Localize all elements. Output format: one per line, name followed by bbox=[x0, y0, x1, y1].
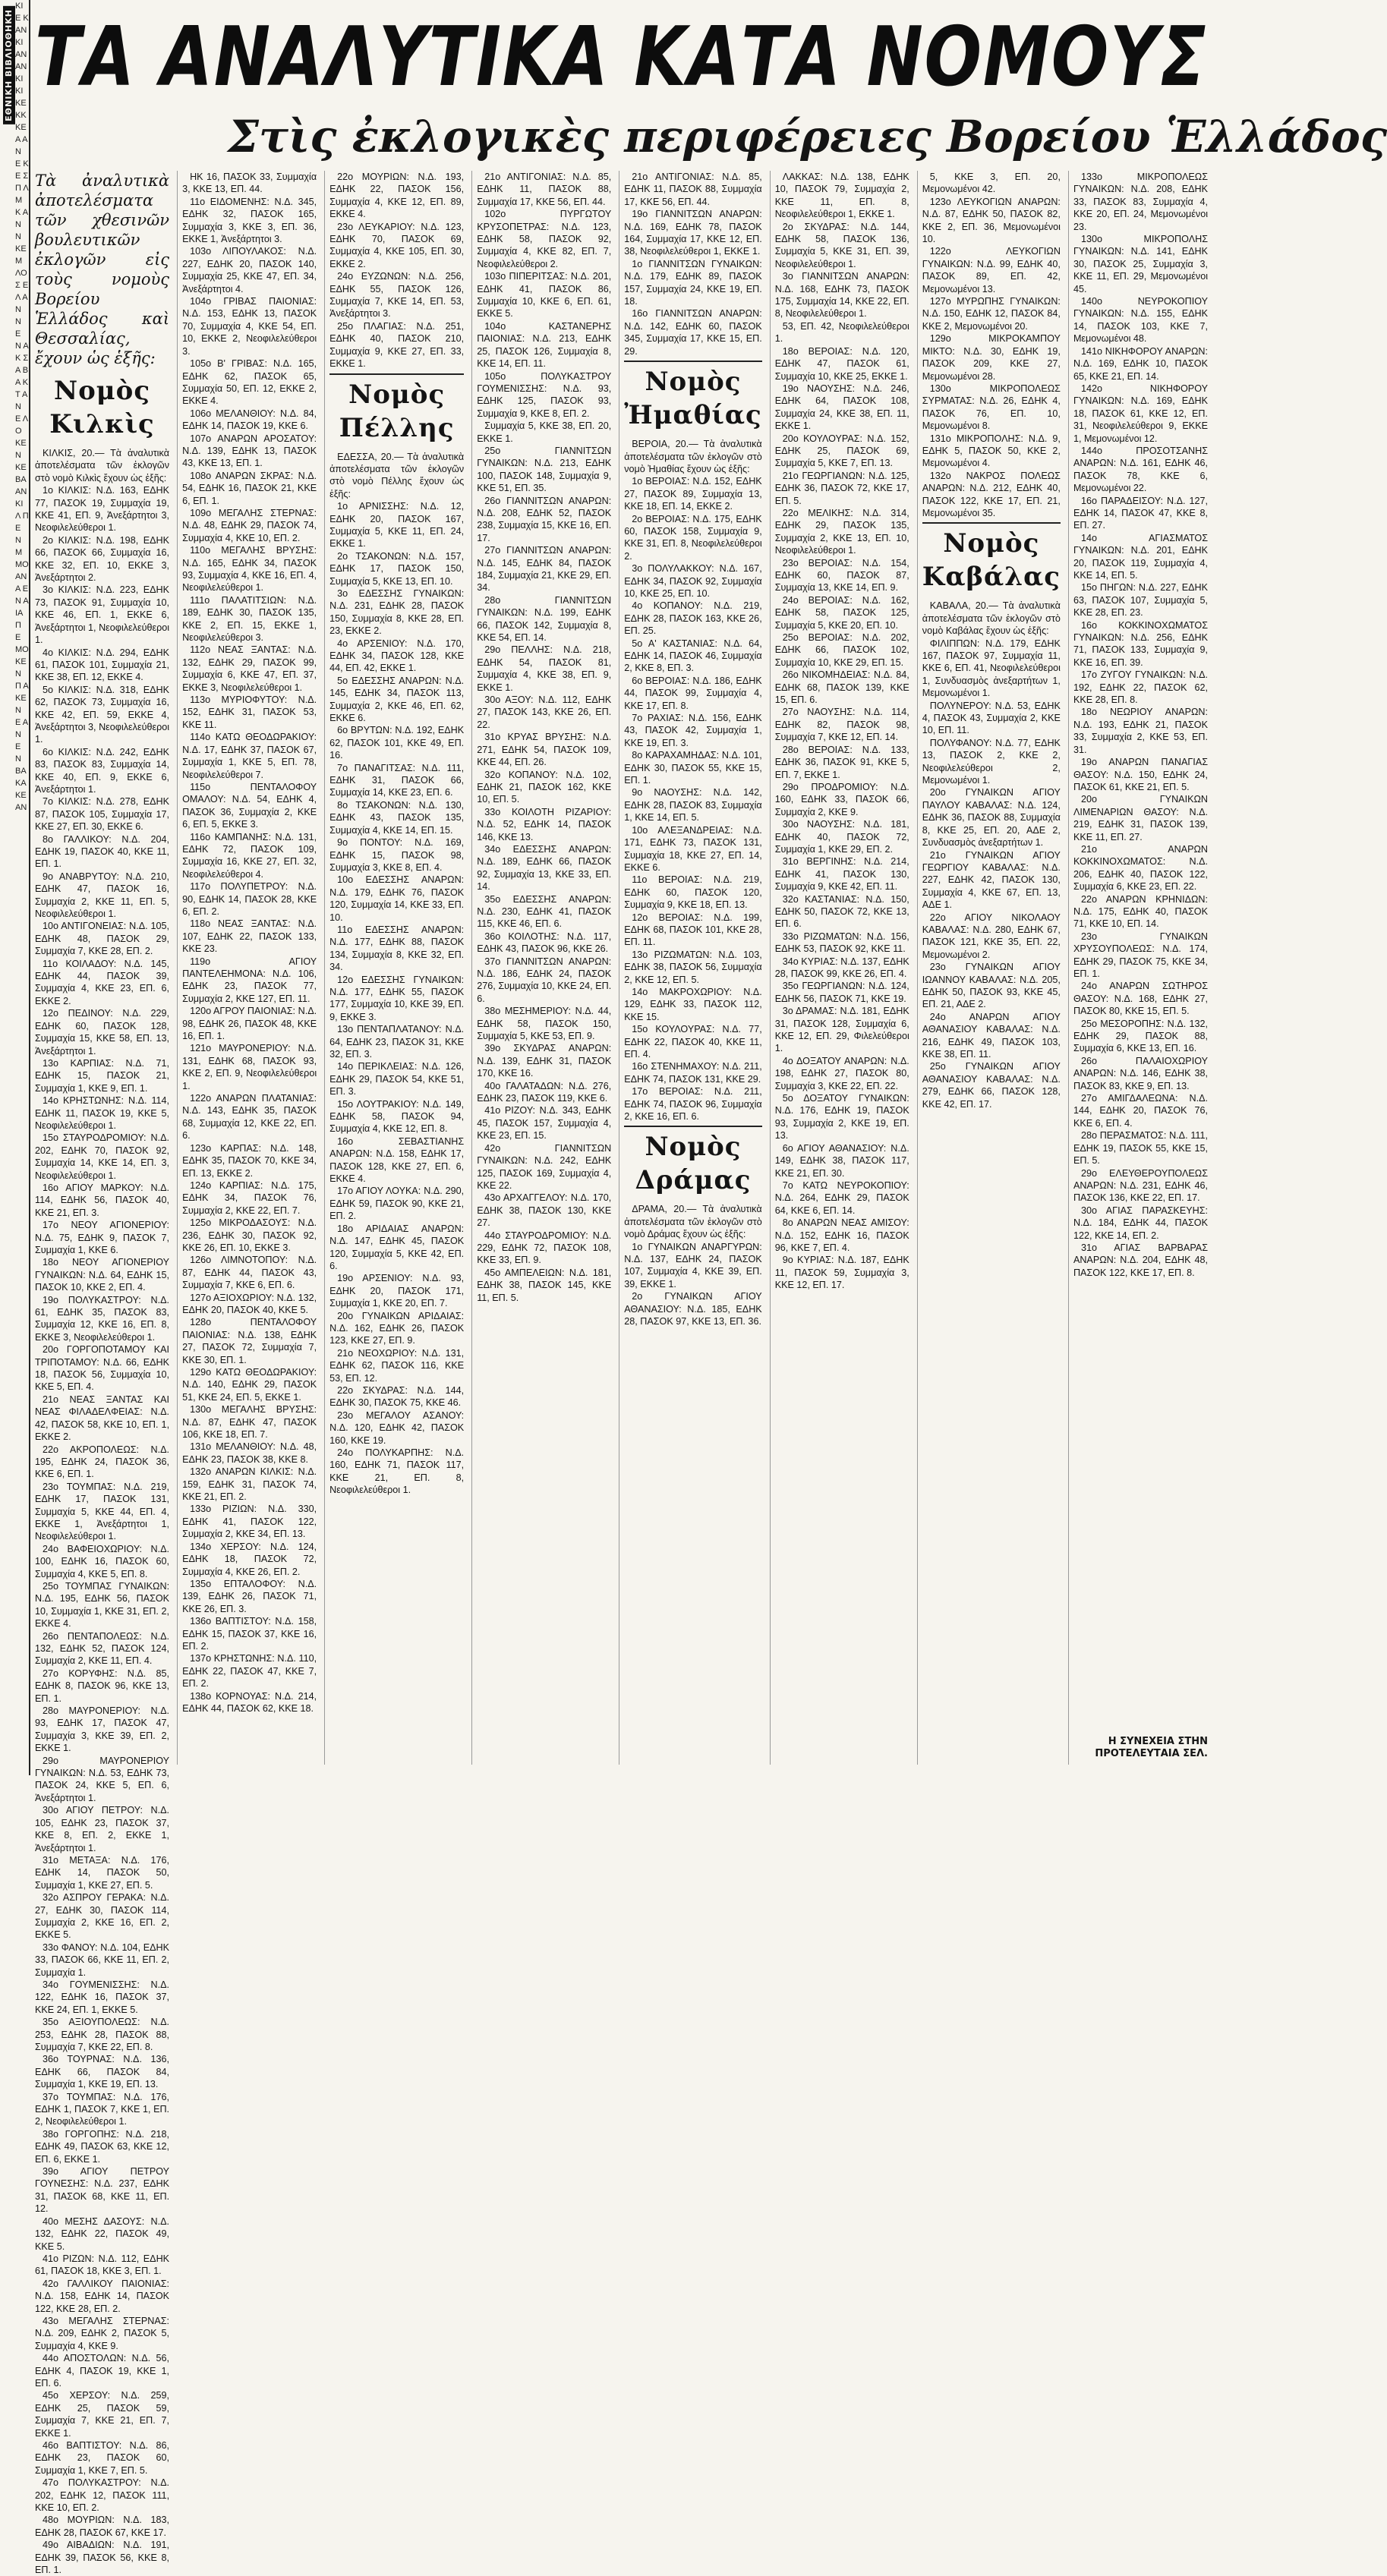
result-paragraph: 25ο ΤΟΥΜΠΑΣ ΓΥΝΑΙΚΩΝ: Ν.Δ. 195, ΕΔΗΚ 56, ΠΑΣΟΚ 10, Συμμαχία 1, ΚΚΕ 31, ΕΠ. 2, ΕΚΚΕ 4. bbox=[35, 1580, 170, 1630]
result-paragraph: 3ο ΕΔΕΣΣΗΣ ΓΥΝΑΙΚΩΝ: Ν.Δ. 231, ΕΔΗΚ 28, ΠΑΣΟΚ 150, Συμμαχία 8, ΚΚΕ 28, ΕΠ. 23, ΕΚΚΕ 2. bbox=[329, 587, 465, 637]
result-paragraph: ΠΟΛΥΦΑΝΟΥ: Ν.Δ. 77, ΕΔΗΚ 13, ΠΑΣΟΚ 2, ΚΚΕ 2, Νεοφιλελεύθεροι 2, Μεμονωμένοι 1. bbox=[922, 737, 1061, 786]
result-paragraph: ΛΑΚΚΑΣ: Ν.Δ. 138, ΕΔΗΚ 10, ΠΑΣΟΚ 79, Συμμαχία 2, ΚΚΕ 11, ΕΠ. 8, Νεοφιλελεύθεροι 1, ΕΚΚΕ 1. bbox=[774, 172, 909, 220]
result-paragraph: 29ο ΕΛΕΥΘΕΡΟΥΠΟΛΕΩΣ ΑΝΑΡΩΝ: Ν.Δ. 231, ΕΔΗΚ 46, ΠΑΣΟΚ 136, ΚΚΕ 22, ΕΠ. 17. bbox=[1073, 1167, 1208, 1204]
result-paragraph: 131ο ΜΙΚΡΟΠΟΛΗΣ: Ν.Δ. 9, ΕΔΗΚ 5, ΠΑΣΟΚ 50, ΚΚΕ 2, Μεμονωμένοι 4. bbox=[922, 433, 1061, 469]
result-paragraph: 16ο ΣΕΒΑΣΤΙΑΝΗΣ ΑΝΑΡΩΝ: Ν.Δ. 158, ΕΔΗΚ 17, ΠΑΣΟΚ 128, ΚΚΕ 27, ΕΠ. 6, ΕΚΚΕ 4. bbox=[329, 1135, 465, 1185]
result-paragraph: 108ο ΑΝΑΡΩΝ ΣΚΡΑΣ: Ν.Δ. 54, ΕΔΗΚ 16, ΠΑΣΟΚ 21, ΚΚΕ 6, ΕΠ. 1. bbox=[182, 470, 317, 506]
result-paragraph: 134ο ΧΕΡΣΟΥ: Ν.Δ. 124, ΕΔΗΚ 18, ΠΑΣΟΚ 72, Συμμαχία 4, ΚΚΕ 26, ΕΠ. 2. bbox=[182, 1541, 317, 1577]
result-paragraph: 41ο ΡΙΖΟΥ: Ν.Δ. 343, ΕΔΗΚ 45, ΠΑΣΟΚ 157, Συμμαχία 4, ΚΚΕ 23, ΕΠ. 15. bbox=[477, 1105, 612, 1142]
result-paragraph: 132ο ΝΑΚΡΟΣ ΠΟΛΕΩΣ ΑΝΑΡΩΝ: Ν.Δ. 212, ΕΔΗΚ 40, ΠΑΣΟΚ 122, ΚΚΕ 17, ΕΠ. 21, Μεμονωμένοι 35. bbox=[922, 470, 1061, 518]
result-paragraph: 25ο ΠΛΑΓΙΑΣ: Ν.Δ. 251, ΕΔΗΚ 40, ΠΑΣΟΚ 210, Συμμαχία 9, ΚΚΕ 27, ΕΠ. 33, ΕΚΚΕ 1. bbox=[329, 320, 465, 370]
intro-paragraph: Τὰ ἀναλυτικὰ ἀποτελέσματα τῶν χθεσινῶν βουλευτικῶν ἐκλογῶν εἰς τοὺς νομοὺς Βορείου Ἑλλάδος καὶ Θεσσαλίας, ἔχουν ὡς ἑξῆς: bbox=[35, 172, 170, 367]
result-paragraph: 53, ΕΠ. 42, Νεοφιλελεύθεροι 1. bbox=[774, 320, 909, 345]
result-paragraph: 34ο ΕΔΕΣΣΗΣ ΑΝΑΡΩΝ: Ν.Δ. 189, ΕΔΗΚ 66, ΠΑΣΟΚ 92, Συμμαχία 13, ΚΚΕ 33, ΕΠ. 14. bbox=[477, 843, 612, 893]
result-paragraph: ΠΟΛΥΝΕΡΟΥ: Ν.Δ. 53, ΕΔΗΚ 4, ΠΑΣΟΚ 43, Συμμαχία 2, ΚΚΕ 10, ΕΠ. 11. bbox=[922, 700, 1061, 736]
result-paragraph: 20ο ΓΥΝΑΙΚΩΝ ΑΓΙΟΥ ΠΑΥΛΟΥ ΚΑΒΑΛΑΣ: Ν.Δ. 124, ΕΔΗΚ 36, ΠΑΣΟΚ 88, Συμμαχία 8, ΚΚΕ 25, ΕΠ. 20, ΑΔΕ 2, Συνδυασμὸς ἀνεξαρτήτων 1. bbox=[922, 787, 1061, 849]
result-paragraph: 117ο ΠΟΛΥΠΕΤΡΟΥ: Ν.Δ. 90, ΕΔΗΚ 14, ΠΑΣΟΚ 28, ΚΚΕ 6, ΕΠ. 2. bbox=[182, 881, 317, 917]
section-heading-pellis: Νομὸς Πέλλης bbox=[329, 373, 464, 445]
result-paragraph: 8ο ΓΑΛΛΙΚΟΥ: Ν.Δ. 204, ΕΔΗΚ 19, ΠΑΣΟΚ 40, ΚΚΕ 11, ΕΠ. 1. bbox=[35, 833, 170, 870]
result-paragraph: 48ο ΜΟΥΡΙΩΝ: Ν.Δ. 183, ΕΔΗΚ 28, ΠΑΣΟΚ 67, ΚΚΕ 17. bbox=[35, 2515, 170, 2538]
result-paragraph: 17ο ΖΥΓΟΥ ΓΥΝΑΙΚΩΝ: Ν.Δ. 192, ΕΔΗΚ 22, ΠΑΣΟΚ 62, ΚΚΕ 28, ΕΠ. 8. bbox=[1073, 669, 1208, 706]
result-paragraph: 14ο ΠΕΡΙΚΛΕΙΑΣ: Ν.Δ. 126, ΕΔΗΚ 29, ΠΑΣΟΚ 54, ΚΚΕ 51, ΕΠ. 3. bbox=[329, 1061, 465, 1097]
result-paragraph: 1ο ΓΙΑΝΝΙΤΣΩΝ ΓΥΝΑΙΚΩΝ: Ν.Δ. 179, ΕΔΗΚ 89, ΠΑΣΟΚ 157, Συμμαχία 24, ΚΚΕ 19, ΕΠ. 18. bbox=[624, 258, 762, 307]
result-paragraph: 144ο ΠΡΟΣΟΤΣΑΝΗΣ ΑΝΑΡΩΝ: Ν.Δ. 161, ΕΔΗΚ 46, ΠΑΣΟΚ 78, ΚΚΕ 6, Μεμονωμένοι 22. bbox=[1073, 445, 1208, 494]
result-paragraph: 10ο ΑΛΕΞΑΝΔΡΕΙΑΣ: Ν.Δ. 171, ΕΔΗΚ 73, ΠΑΣΟΚ 131, Συμμαχία 18, ΚΚΕ 27, ΕΠ. 14, ΕΚΚΕ 6. bbox=[624, 824, 762, 873]
result-paragraph: 45ο ΑΜΠΕΛΕΙΩΝ: Ν.Δ. 181, ΕΔΗΚ 38, ΠΑΣΟΚ 145, ΚΚΕ 11, ΕΠ. 5. bbox=[477, 1267, 612, 1303]
result-paragraph: 18ο ΝΕΟΥ ΑΓΙΟΝΕΡΙΟΥ ΓΥΝΑΙΚΩΝ: Ν.Δ. 64, ΕΔΗΚ 15, ΠΑΣΟΚ 10, ΚΚΕ 2, ΕΠ. 4. bbox=[35, 1257, 170, 1293]
result-paragraph: 116ο ΚΑΜΠΑΝΗΣ: Ν.Δ. 131, ΕΔΗΚ 72, ΠΑΣΟΚ 109, Συμμαχία 16, ΚΚΕ 27, ΕΠ. 32, Νεοφιλελεύθεροι 4. bbox=[182, 831, 317, 880]
result-paragraph: 4ο ΑΡΣΕΝΙΟΥ: Ν.Δ. 170, ΕΔΗΚ 34, ΠΑΣΟΚ 128, ΚΚΕ 44, ΕΠ. 42, ΕΚΚΕ 1. bbox=[329, 638, 465, 674]
result-paragraph: 31ο ΒΕΡΓΙΝΗΣ: Ν.Δ. 214, ΕΔΗΚ 41, ΠΑΣΟΚ 130, Συμμαχία 9, ΚΚΕ 42, ΕΠ. 11. bbox=[774, 856, 909, 893]
result-paragraph: 17ο ΑΓΙΟΥ ΛΟΥΚΑ: Ν.Δ. 290, ΕΔΗΚ 59, ΠΑΣΟΚ 90, ΚΚΕ 21, ΕΠ. 2. bbox=[329, 1186, 465, 1222]
result-paragraph: 128ο ΠΕΝΤΑΛΟΦΟΥ ΠΑΙΟΝΙΑΣ: Ν.Δ. 138, ΕΔΗΚ 27, ΠΑΣΟΚ 72, Συμμαχία 7, ΚΚΕ 30, ΕΠ. 1. bbox=[182, 1317, 317, 1365]
result-paragraph: 25ο ΓΙΑΝΝΙΤΣΩΝ ΓΥΝΑΙΚΩΝ: Ν.Δ. 213, ΕΔΗΚ 100, ΠΑΣΟΚ 148, Συμμαχία 9, ΚΚΕ 51, ΕΠ. 35. bbox=[477, 445, 612, 494]
result-paragraph: 129ο ΚΑΤΩ ΘΕΟΔΩΡΑΚΙΟΥ: Ν.Δ. 140, ΕΔΗΚ 29, ΠΑΣΟΚ 51, ΚΚΕ 24, ΕΠ. 5, ΕΚΚΕ 1. bbox=[182, 1367, 317, 1403]
result-paragraph: 6ο ΑΓΙΟΥ ΑΘΑΝΑΣΙΟΥ: Ν.Δ. 149, ΕΔΗΚ 38, ΠΑΣΟΚ 117, ΚΚΕ 21, ΕΠ. 30. bbox=[774, 1142, 909, 1179]
column-5 bbox=[619, 171, 761, 1765]
result-paragraph: 27ο ΓΙΑΝΝΙΤΣΩΝ ΑΝΑΡΩΝ: Ν.Δ. 145, ΕΔΗΚ 84, ΠΑΣΟΚ 184, Συμμαχία 21, ΚΚΕ 29, ΕΠ. 34. bbox=[477, 545, 612, 594]
column-6 bbox=[770, 171, 909, 1765]
result-paragraph: 11ο ΚΟΙΛΑΔΟΥ: Ν.Δ. 145, ΕΔΗΚ 44, ΠΑΣΟΚ 39, Συμμαχία 4, ΚΚΕ 23, ΕΠ. 6, ΕΚΚΕ 2. bbox=[35, 958, 170, 1006]
result-paragraph: 8ο ΤΣΑΚΟΝΩΝ: Ν.Δ. 130, ΕΔΗΚ 43, ΠΑΣΟΚ 135, Συμμαχία 4, ΚΚΕ 14, ΕΠ. 15. bbox=[329, 799, 465, 836]
result-paragraph: 24ο ΠΟΛΥΚΑΡΠΗΣ: Ν.Δ. 160, ΕΔΗΚ 71, ΠΑΣΟΚ 117, ΚΚΕ 21, ΕΠ. 8, Νεοφιλελεύθεροι 1. bbox=[329, 1447, 465, 1496]
column-2 bbox=[177, 171, 317, 1765]
result-paragraph: 23ο ΓΥΝΑΙΚΩΝ ΑΓΙΟΥ ΙΩΑΝΝΟΥ ΚΑΒΑΛΑΣ: Ν.Δ. 205, ΕΔΗΚ 50, ΠΑΣΟΚ 93, ΚΚΕ 45, ΕΠ. 21, ΑΔΕ 2. bbox=[922, 962, 1061, 1010]
result-paragraph: 127ο ΑΞΙΟΧΩΡΙΟΥ: Ν.Δ. 132, ΕΔΗΚ 20, ΠΑΣΟΚ 40, ΚΚΕ 5. bbox=[182, 1292, 317, 1315]
result-paragraph: 141ο ΝΙΚΗΦΟΡΟΥ ΑΝΑΡΩΝ: Ν.Δ. 169, ΕΔΗΚ 10, ΠΑΣΟΚ 65, ΚΚΕ 21, ΕΠ. 14. bbox=[1073, 345, 1208, 382]
result-paragraph: 16ο ΓΙΑΝΝΙΤΣΩΝ ΑΝΑΡΩΝ: Ν.Δ. 142, ΕΔΗΚ 60, ΠΑΣΟΚ 345, Συμμαχία 17, ΚΚΕ 15, ΕΠ. 29. bbox=[624, 308, 762, 357]
result-paragraph: 9ο ΚΥΡΙΑΣ: Ν.Δ. 187, ΕΔΗΚ 11, ΠΑΣΟΚ 59, Συμμαχία 3, ΚΚΕ 12, ΕΠ. 17. bbox=[774, 1255, 909, 1291]
result-paragraph: 29ο ΠΡΟΔΡΟΜΙΟΥ: Ν.Δ. 160, ΕΔΗΚ 33, ΠΑΣΟΚ 66, Συμμαχία 2, ΚΚΕ 9. bbox=[774, 781, 909, 817]
result-paragraph: 3ο ΓΙΑΝΝΙΤΣΩΝ ΑΝΑΡΩΝ: Ν.Δ. 168, ΕΔΗΚ 73, ΠΑΣΟΚ 175, Συμμαχία 14, ΚΚΕ 22, ΕΠ. 8, Νεοφιλελεύθεροι 1. bbox=[774, 271, 909, 320]
result-paragraph: 29ο ΜΑΥΡΟΝΕΡΙΟΥ ΓΥΝΑΙΚΩΝ: Ν.Δ. 53, ΕΔΗΚ 73, ΠΑΣΟΚ 24, ΚΚΕ 5, ΕΠ. 6, Ἀνεξάρτητοι 1. bbox=[35, 1755, 170, 1803]
result-paragraph: 26ο ΓΙΑΝΝΙΤΣΩΝ ΑΝΑΡΩΝ: Ν.Δ. 208, ΕΔΗΚ 52, ΠΑΣΟΚ 238, Συμμαχία 15, ΚΚΕ 16, ΕΠ. 17. bbox=[477, 495, 612, 543]
result-paragraph: 42ο ΓΙΑΝΝΙΤΣΩΝ ΓΥΝΑΙΚΩΝ: Ν.Δ. 242, ΕΔΗΚ 125, ΠΑΣΟΚ 169, Συμμαχία 4, ΚΚΕ 22. bbox=[477, 1142, 612, 1191]
result-paragraph: 124ο ΚΑΡΠΙΑΣ: Ν.Δ. 175, ΕΔΗΚ 34, ΠΑΣΟΚ 76, Συμμαχία 2, ΚΚΕ 22, ΕΠ. 7. bbox=[182, 1179, 317, 1216]
page-headline: ΤΑ ΑΝΑΛΥΤΙΚΑ ΚΑΤΑ ΝΟΜΟΥΣ bbox=[35, 10, 1208, 105]
column-body bbox=[1073, 171, 1208, 1279]
result-paragraph: 125ο ΜΙΚΡΟΔΑΣΟΥΣ: Ν.Δ. 236, ΕΔΗΚ 30, ΠΑΣΟΚ 92, ΚΚΕ 26, ΕΠ. 10, ΕΚΚΕ 3. bbox=[182, 1217, 317, 1253]
result-paragraph: 2ο ΤΣΑΚΟΝΩΝ: Ν.Δ. 157, ΕΔΗΚ 17, ΠΑΣΟΚ 150, Συμμαχία 5, ΚΚΕ 13, ΕΠ. 10. bbox=[329, 550, 465, 587]
result-paragraph: 13ο ΚΑΡΠΙΑΣ: Ν.Δ. 71, ΕΔΗΚ 15, ΠΑΣΟΚ 21, Συμμαχία 1, ΚΚΕ 9, ΕΠ. 1. bbox=[35, 1057, 170, 1094]
result-paragraph: 47ο ΠΟΛΥΚΑΣΤΡΟΥ: Ν.Δ. 202, ΕΔΗΚ 12, ΠΑΣΟΚ 111, ΚΚΕ 10, ΕΠ. 2. bbox=[35, 2477, 170, 2514]
result-paragraph: 1ο ΒΕΡΟΙΑΣ: Ν.Δ. 152, ΕΔΗΚ 27, ΠΑΣΟΚ 89, Συμμαχία 13, ΚΚΕ 18, ΕΠ. 14, ΕΚΚΕ 2. bbox=[624, 476, 762, 512]
result-paragraph: 103ο ΛΙΠΟΥΛΑΚΟΣ: Ν.Δ. 227, ΕΔΗΚ 20, ΠΑΣΟΚ 140, Συμμαχία 25, ΚΚΕ 47, ΕΠ. 34, Ἀνεξάρτητοι 4. bbox=[182, 246, 317, 294]
result-paragraph: 136ο ΒΑΠΤΙΣΤΟΥ: Ν.Δ. 158, ΕΔΗΚ 15, ΠΑΣΟΚ 37, ΚΚΕ 16, ΕΠ. 2. bbox=[182, 1616, 317, 1652]
result-paragraph: 138ο ΚΟΡΝΟΥΑΣ: Ν.Δ. 214, ΕΔΗΚ 44, ΠΑΣΟΚ 62, ΚΚΕ 18. bbox=[182, 1690, 317, 1714]
result-paragraph: 7ο ΡΑΧΙΑΣ: Ν.Δ. 156, ΕΔΗΚ 43, ΠΑΣΟΚ 42, Συμμαχία 1, ΚΚΕ 19, ΕΠ. 3. bbox=[624, 713, 762, 748]
result-paragraph: 122ο ΑΝΑΡΩΝ ΠΛΑΤΑΝΙΑΣ: Ν.Δ. 143, ΕΔΗΚ 35, ΠΑΣΟΚ 68, Συμμαχία 12, ΚΚΕ 22, ΕΠ. 6. bbox=[182, 1093, 317, 1142]
result-paragraph: 114ο ΚΑΤΩ ΘΕΟΔΩΡΑΚΙΟΥ: Ν.Δ. 17, ΕΔΗΚ 37, ΠΑΣΟΚ 67, Συμμαχία 1, ΚΚΕ 5, ΕΠ. 78, Νεοφιλελεύθεροι 7. bbox=[182, 732, 317, 780]
column-body bbox=[35, 447, 169, 2576]
result-paragraph: 42ο ΓΑΛΛΙΚΟΥ ΠΑΙΟΝΙΑΣ: Ν.Δ. 158, ΕΔΗΚ 14, ΠΑΣΟΚ 122, ΚΚΕ 28, ΕΠ. 2. bbox=[35, 2278, 170, 2314]
column-body bbox=[329, 171, 464, 1497]
result-paragraph: 22ο ΜΟΥΡΙΩΝ: Ν.Δ. 193, ΕΔΗΚ 22, ΠΑΣΟΚ 156, Συμμαχία 4, ΚΚΕ 12, ΕΠ. 89, ΕΚΚΕ 4. bbox=[329, 172, 465, 220]
result-paragraph: 49ο ΑΙΒΑΔΙΩΝ: Ν.Δ. 191, ΕΔΗΚ 39, ΠΑΣΟΚ 56, ΚΚΕ 8, ΕΠ. 1. bbox=[35, 2540, 170, 2576]
result-paragraph: 37ο ΓΙΑΝΝΙΤΣΩΝ ΑΝΑΡΩΝ: Ν.Δ. 186, ΕΔΗΚ 24, ΠΑΣΟΚ 276, Συμμαχία 10, ΚΚΕ 24, ΕΠ. 6. bbox=[477, 956, 612, 1004]
result-paragraph: ΦΙΛΙΠΠΩΝ: Ν.Δ. 179, ΕΔΗΚ 167, ΠΑΣΟΚ 97, Συμμαχία 11, ΚΚΕ 6, ΕΠ. 41, Νεοφιλελεύθεροι 1, Συνδυασμὸς ἀνεξαρτήτων 1, Μεμονωμένοι 1. bbox=[922, 638, 1061, 699]
result-paragraph: 22ο ΑΓΙΟΥ ΝΙΚΟΛΑΟΥ ΚΑΒΑΛΑΣ: Ν.Δ. 280, ΕΔΗΚ 67, ΠΑΣΟΚ 121, ΚΚΕ 35, ΕΠ. 22, Μεμονωμένοι 2. bbox=[922, 912, 1061, 960]
result-paragraph: 38ο ΜΕΣΗΜΕΡΙΟΥ: Ν.Δ. 44, ΕΔΗΚ 58, ΠΑΣΟΚ 150, Συμμαχία 5, ΚΚΕ 53, ΕΠ. 9. bbox=[477, 1006, 612, 1042]
result-paragraph: 8ο ΑΝΑΡΩΝ ΝΕΑΣ ΑΜΙΣΟΥ: Ν.Δ. 152, ΕΔΗΚ 16, ΠΑΣΟΚ 96, ΚΚΕ 7, ΕΠ. 4. bbox=[774, 1217, 909, 1253]
result-paragraph: 1ο ΓΥΝΑΙΚΩΝ ΑΝΑΡΓΥΡΩΝ: Ν.Δ. 137, ΕΔΗΚ 24, ΠΑΣΟΚ 107, Συμμαχία 4, ΚΚΕ 39, ΕΠ. 39, ΕΚΚΕ 1. bbox=[624, 1241, 762, 1290]
result-paragraph: 24ο ΑΝΑΡΩΝ ΣΩΤΗΡΟΣ ΘΑΣΟΥ: Ν.Δ. 168, ΕΔΗΚ 27, ΠΑΣΟΚ 80, ΚΚΕ 15, ΕΠ. 5. bbox=[1073, 981, 1208, 1017]
result-paragraph: 121ο ΜΑΥΡΟΝΕΡΙΟΥ: Ν.Δ. 131, ΕΔΗΚ 68, ΠΑΣΟΚ 93, ΚΚΕ 2, ΕΠ. 9, Νεοφιλελεύθεροι 1. bbox=[182, 1043, 317, 1091]
result-paragraph: 40ο ΜΕΣΗΣ ΔΑΣΟΥΣ: Ν.Δ. 132, ΕΔΗΚ 22, ΠΑΣΟΚ 49, ΚΚΕ 5. bbox=[35, 2215, 170, 2252]
result-paragraph: 19ο ΝΑΟΥΣΗΣ: Ν.Δ. 246, ΕΔΗΚ 64, ΠΑΣΟΚ 108, Συμμαχία 24, ΚΚΕ 38, ΕΠ. 11, ΕΚΚΕ 1. bbox=[774, 383, 909, 432]
result-paragraph: 118ο ΝΕΑΣ ΞΑΝΤΑΣ: Ν.Δ. 107, ΕΔΗΚ 22, ΠΑΣΟΚ 133, ΚΚΕ 23. bbox=[182, 918, 317, 955]
result-paragraph: 2ο ΓΥΝΑΙΚΩΝ ΑΓΙΟΥ ΑΘΑΝΑΣΙΟΥ: Ν.Δ. 185, ΕΔΗΚ 28, ΠΑΣΟΚ 97, ΚΚΕ 13, ΕΠ. 36. bbox=[624, 1291, 762, 1327]
column-4 bbox=[471, 171, 611, 1765]
result-paragraph: 27ο ΝΑΟΥΣΗΣ: Ν.Δ. 114, ΕΔΗΚ 82, ΠΑΣΟΚ 98, Συμμαχία 7, ΚΚΕ 12, ΕΠ. 14. bbox=[774, 707, 909, 743]
result-paragraph: 27ο ΑΜΙΓΔΑΛΕΩΝΑ: Ν.Δ. 144, ΕΔΗΚ 20, ΠΑΣΟΚ 76, ΚΚΕ 6, ΕΠ. 4. bbox=[1073, 1093, 1208, 1129]
result-paragraph: 3ο ΚΙΛΚΙΣ: Ν.Δ. 223, ΕΔΗΚ 73, ΠΑΣΟΚ 91, Συμμαχία 10, ΚΚΕ 46, ΕΠ. 1, ΕΚΚΕ 6, Ἀνεξάρτητοι 1, Νεοφιλελεύθεροι 1. bbox=[35, 584, 170, 646]
result-paragraph: 17ο ΒΕΡΟΙΑΣ: Ν.Δ. 211, ΕΔΗΚ 74, ΠΑΣΟΚ 96, Συμμαχία 2, ΚΚΕ 16, ΕΠ. 6. bbox=[624, 1086, 762, 1123]
result-paragraph: 129ο ΜΙΚΡΟΚΑΜΠΟΥ ΜΙΚΤΟ: Ν.Δ. 30, ΕΔΗΚ 19, ΠΑΣΟΚ 209, ΚΚΕ 27, Μεμονωμένοι 28. bbox=[922, 333, 1061, 382]
result-paragraph: 3ο ΔΡΑΜΑΣ: Ν.Δ. 181, ΕΔΗΚ 31, ΠΑΣΟΚ 128, Συμμαχία 6, ΚΚΕ 12, ΕΠ. 29, Φιλελεύθεροι 1. bbox=[774, 1006, 909, 1054]
result-paragraph: ΗΚ 16, ΠΑΣΟΚ 33, Συμμαχία 3, ΚΚΕ 13, ΕΠ. 44. bbox=[182, 172, 317, 195]
result-paragraph: 37ο ΤΟΥΜΠΑΣ: Ν.Δ. 176, ΕΔΗΚ 1, ΠΑΣΟΚ 7, ΚΚΕ 1, ΕΠ. 2, Νεοφιλελεύθεροι 1. bbox=[35, 2091, 170, 2127]
result-paragraph: 12ο ΠΕΔΙΝΟΥ: Ν.Δ. 229, ΕΔΗΚ 60, ΠΑΣΟΚ 128, Συμμαχία 15, ΚΚΕ 58, ΕΠ. 13, Ἀνεξάρτητοι 1. bbox=[35, 1008, 170, 1057]
result-paragraph: 131ο ΜΕΛΑΝΘΙΟΥ: Ν.Δ. 48, ΕΔΗΚ 23, ΠΑΣΟΚ 38, ΚΚΕ 8. bbox=[182, 1441, 317, 1465]
result-paragraph: 22ο ΜΕΛΙΚΗΣ: Ν.Δ. 314, ΕΔΗΚ 29, ΠΑΣΟΚ 135, Συμμαχία 2, ΚΚΕ 13, ΕΠ. 10, Νεοφιλελεύθεροι 1. bbox=[774, 507, 909, 556]
result-paragraph: 20ο ΓΥΝΑΙΚΩΝ ΛΙΜΕΝΑΡΙΩΝ ΘΑΣΟΥ: Ν.Δ. 219, ΕΔΗΚ 31, ΠΑΣΟΚ 139, ΚΚΕ 11, ΕΠ. 27. bbox=[1073, 794, 1208, 842]
result-paragraph: 3ο ΠΟΛΥΛΑΚΚΟΥ: Ν.Δ. 167, ΕΔΗΚ 34, ΠΑΣΟΚ 92, Συμμαχία 10, ΚΚΕ 25, ΕΠ. 10. bbox=[624, 563, 762, 599]
result-paragraph: 123ο ΚΑΡΠΑΣ: Ν.Δ. 148, ΕΔΗΚ 35, ΠΑΣΟΚ 70, ΚΚΕ 34, ΕΠ. 13, ΕΚΚΕ 2. bbox=[182, 1142, 317, 1179]
result-paragraph: 21ο ΑΝΤΙΓΟΝΙΑΣ: Ν.Δ. 85, ΕΔΗΚ 11, ΠΑΣΟΚ 88, Συμμαχία 17, ΚΚΕ 56, ΕΠ. 44. bbox=[477, 172, 612, 207]
column-body bbox=[922, 171, 1061, 1110]
result-paragraph: 18ο ΑΡΙΔΑΙΑΣ ΑΝΑΡΩΝ: Ν.Δ. 147, ΕΔΗΚ 45, ΠΑΣΟΚ 120, Συμμαχία 5, ΚΚΕ 42, ΕΠ. 6. bbox=[329, 1223, 465, 1271]
result-paragraph: 105ο ΠΟΛΥΚΑΣΤΡΟΥ ΓΟΥΜΕΝΙΣΣΗΣ: Ν.Δ. 93, ΕΔΗΚ 125, ΠΑΣΟΚ 93, Συμμαχία 9, ΚΚΕ 8, ΕΠ. 2. bbox=[477, 370, 612, 419]
result-paragraph: 35ο ΑΞΙΟΥΠΟΛΕΩΣ: Ν.Δ. 253, ΕΔΗΚ 28, ΠΑΣΟΚ 88, Συμμαχία 7, ΚΚΕ 22, ΕΠ. 8. bbox=[35, 2017, 170, 2052]
result-paragraph: 43ο ΜΕΓΑΛΗΣ ΣΤΕΡΝΑΣ: Ν.Δ. 209, ΕΔΗΚ 2, ΠΑΣΟΚ 5, Συμμαχία 4, ΚΚΕ 9. bbox=[35, 2315, 170, 2351]
result-paragraph: 113ο ΜΥΡΙΟΦΥΤΟΥ: Ν.Δ. 152, ΕΔΗΚ 31, ΠΑΣΟΚ 53, ΚΚΕ 11. bbox=[182, 694, 317, 730]
result-paragraph: 19ο ΠΟΛΥΚΑΣΤΡΟΥ: Ν.Δ. 61, ΕΔΗΚ 35, ΠΑΣΟΚ 83, Συμμαχία 12, ΚΚΕ 16, ΕΠ. 8, ΕΚΚΕ 3, Νεοφιλελεύθεροι 1. bbox=[35, 1294, 170, 1343]
result-paragraph: 123ο ΛΕΥΚΟΓΙΩΝ ΑΝΑΡΩΝ: Ν.Δ. 87, ΕΔΗΚ 50, ΠΑΣΟΚ 82, ΚΚΕ 2, ΕΠ. 36, Μεμονωμένοι 10. bbox=[922, 196, 1061, 245]
result-paragraph: 21ο ΓΥΝΑΙΚΩΝ ΑΓΙΟΥ ΓΕΩΡΓΙΟΥ ΚΑΒΑΛΑΣ: Ν.Δ. 227, ΕΔΗΚ 42, ΠΑΣΟΚ 130, Συμμαχία 4, ΚΚΕ 67, ΕΠ. 13, ΑΔΕ 1. bbox=[922, 849, 1061, 911]
section-heading-dramas: Νομὸς Δράμας bbox=[624, 1126, 761, 1197]
result-paragraph: 10ο ΕΔΕΣΣΗΣ ΑΝΑΡΩΝ: Ν.Δ. 179, ΕΔΗΚ 76, ΠΑΣΟΚ 120, Συμμαχία 14, ΚΚΕ 33, ΕΠ. 10. bbox=[329, 874, 465, 923]
result-paragraph: 5ο ΔΟΞΑΤΟΥ ΓΥΝΑΙΚΩΝ: Ν.Δ. 176, ΕΔΗΚ 19, ΠΑΣΟΚ 93, Συμμαχία 2, ΚΚΕ 19, ΕΠ. 13. bbox=[774, 1093, 909, 1142]
result-paragraph: 20ο ΚΟΥΛΟΥΡΑΣ: Ν.Δ. 152, ΕΔΗΚ 25, ΠΑΣΟΚ 69, Συμμαχία 5, ΚΚΕ 7, ΕΠ. 13. bbox=[774, 433, 909, 469]
column-body bbox=[624, 171, 761, 1328]
edge-fragment: ΚΙ Ε Κ ΑΝ ΚΙ ΑΝ ΑΝ ΚΙ ΚΙ ΚΕ ΚΚ ΚΕ Α ΑΝ Ε ΚΕ Σ Π Λ Μ Κ ΑΝ Ν ΚΕ Μ ΛΟ Σ ΕΛ ΑΝ Ν Ε Ν ΑΚ Σ Α ΒΑ Κ Τ Α Ν Ε ΛΟ ΚΕ Ν ΚΕ ΒΑ ΑΝ ΚΙ Λ Π Ε Ν Μ ΜΟ ΑΝ Α Ε Ν ΑΙΑ Π Ε ΜΟ ΚΕ Ν Π Α ΚΕ Ν Ε ΑΝ Ε Ν ΒΑ ΚΑ ΚΕ ΑΝ bbox=[15, 2, 29, 812]
result-paragraph: 112ο ΝΕΑΣ ΞΑΝΤΑΣ: Ν.Δ. 132, ΕΔΗΚ 29, ΠΑΣΟΚ 99, Συμμαχία 6, ΚΚΕ 47, ΕΠ. 37, ΕΚΚΕ 3, Νεοφιλελεύθεροι 1. bbox=[182, 644, 317, 693]
result-paragraph: 21ο ΝΕΑΣ ΞΑΝΤΑΣ ΚΑΙ ΝΕΑΣ ΦΙΛΑΔΕΛΦΕΙΑΣ: Ν.Δ. 42, ΠΑΣΟΚ 58, ΚΚΕ 10, ΕΠ. 1, ΕΚΚΕ 2. bbox=[35, 1393, 170, 1443]
result-paragraph: 6ο ΚΙΛΚΙΣ: Ν.Δ. 242, ΕΔΗΚ 83, ΠΑΣΟΚ 83, Συμμαχία 14, ΚΚΕ 40, ΕΠ. 9, ΕΚΚΕ 6, Ἀνεξάρτητοι 1. bbox=[35, 746, 170, 795]
result-paragraph: 11ο ΒΕΡΟΙΑΣ: Ν.Δ. 219, ΕΔΗΚ 60, ΠΑΣΟΚ 120, Συμμαχία 9, ΚΚΕ 18, ΕΠ. 13. bbox=[624, 874, 762, 911]
result-paragraph: 22ο ΣΚΥΔΡΑΣ: Ν.Δ. 144, ΕΔΗΚ 30, ΠΑΣΟΚ 75, ΚΚΕ 46. bbox=[329, 1384, 465, 1409]
result-paragraph: 19ο ΑΝΑΡΩΝ ΠΑΝΑΓΙΑΣ ΘΑΣΟΥ: Ν.Δ. 150, ΕΔΗΚ 24, ΠΑΣΟΚ 61, ΚΚΕ 21, ΕΠ. 5. bbox=[1073, 757, 1208, 792]
result-paragraph: 38ο ΓΟΡΓΟΠΗΣ: Ν.Δ. 218, ΕΔΗΚ 49, ΠΑΣΟΚ 63, ΚΚΕ 12, ΕΠ. 6, ΕΚΚΕ 1. bbox=[35, 2128, 170, 2165]
result-paragraph: 13ο ΠΕΝΤΑΠΛΑΤΑΝΟΥ: Ν.Δ. 64, ΕΔΗΚ 23, ΠΑΣΟΚ 31, ΚΚΕ 32, ΕΠ. 3. bbox=[329, 1024, 465, 1060]
result-paragraph: 23ο ΤΟΥΜΠΑΣ: Ν.Δ. 219, ΕΔΗΚ 17, ΠΑΣΟΚ 131, Συμμαχία 5, ΚΚΕ 44, ΕΠ. 4, ΕΚΚΕ 1, Ἀνεξάρτητοι 1, Νεοφιλελεύθεροι 1. bbox=[35, 1481, 170, 1542]
result-paragraph: 104ο ΓΡΙΒΑΣ ΠΑΙΟΝΙΑΣ: Ν.Δ. 153, ΕΔΗΚ 13, ΠΑΣΟΚ 70, Συμμαχία 4, ΚΚΕ 54, ΕΠ. 10, ΕΚΚΕ 2, Νεοφιλελεύθεροι 3. bbox=[182, 296, 317, 357]
result-paragraph: ΔΡΑΜΑ, 20.— Τὰ ἀναλυτικὰ ἀποτελέσματα τῶν ἐκλογῶν στὸ νομὸ Δράμας ἔχουν ὡς ἑξῆς: bbox=[624, 1204, 762, 1240]
result-paragraph: 12ο ΒΕΡΟΙΑΣ: Ν.Δ. 199, ΕΔΗΚ 68, ΠΑΣΟΚ 101, ΚΚΕ 28, ΕΠ. 11. bbox=[624, 912, 762, 948]
result-paragraph: 41ο ΡΙΖΩΝ: Ν.Δ. 112, ΕΔΗΚ 61, ΠΑΣΟΚ 18, ΚΚΕ 3, ΕΠ. 1. bbox=[35, 2253, 170, 2277]
result-paragraph: 4ο ΔΟΞΑΤΟΥ ΑΝΑΡΩΝ: Ν.Δ. 198, ΕΔΗΚ 27, ΠΑΣΟΚ 80, Συμμαχία 3, ΚΚΕ 22, ΕΠ. 22. bbox=[774, 1055, 909, 1091]
result-paragraph: 104ο ΚΑΣΤΑΝΕΡΗΣ ΠΑΙΟΝΙΑΣ: Ν.Δ. 213, ΕΔΗΚ 25, ΠΑΣΟΚ 126, Συμμαχία 8, ΚΚΕ 14, ΕΠ. 11. bbox=[477, 320, 612, 370]
result-paragraph: 25ο ΜΕΣΟΡΟΠΗΣ: Ν.Δ. 132, ΕΔΗΚ 29, ΠΑΣΟΚ 88, Συμμαχία 6, ΚΚΕ 13, ΕΠ. 16. bbox=[1073, 1018, 1208, 1054]
result-paragraph: 22ο ΑΝΑΡΩΝ ΚΡΗΝΙΔΩΝ: Ν.Δ. 175, ΕΔΗΚ 40, ΠΑΣΟΚ 71, ΚΚΕ 10, ΕΠ. 14. bbox=[1073, 893, 1208, 930]
result-paragraph: 16ο ΑΓΙΟΥ ΜΑΡΚΟΥ: Ν.Δ. 114, ΕΔΗΚ 56, ΠΑΣΟΚ 40, ΚΚΕ 21, ΕΠ. 3. bbox=[35, 1182, 170, 1218]
result-paragraph: 25ο ΒΕΡΟΙΑΣ: Ν.Δ. 202, ΕΔΗΚ 66, ΠΑΣΟΚ 102, Συμμαχία 10, ΚΚΕ 29, ΕΠ. 15. bbox=[774, 632, 909, 668]
result-paragraph: 24ο ΕΥΖΩΝΩΝ: Ν.Δ. 256, ΕΔΗΚ 55, ΠΑΣΟΚ 126, Συμμαχία 7, ΚΚΕ 14, ΕΠ. 53, Ἀνεξάρτητοι 3. bbox=[329, 271, 465, 320]
result-paragraph: 105ο Β' ΓΡΙΒΑΣ: Ν.Δ. 165, ΕΔΗΚ 62, ΠΑΣΟΚ 65, Συμμαχία 50, ΕΠ. 12, ΕΚΚΕ 2, ΕΚΚΕ 4. bbox=[182, 358, 317, 407]
result-paragraph: 36ο ΤΟΥΡΝΑΣ: Ν.Δ. 136, ΕΔΗΚ 66, ΠΑΣΟΚ 84, Συμμαχία 1, ΚΚΕ 19, ΕΠ. 13. bbox=[35, 2054, 170, 2090]
result-paragraph: 34ο ΚΥΡΙΑΣ: Ν.Δ. 137, ΕΔΗΚ 28, ΠΑΣΟΚ 99, ΚΚΕ 26, ΕΠ. 4. bbox=[774, 956, 909, 979]
result-paragraph: 43ο ΑΡΧΑΓΓΕΛΟΥ: Ν.Δ. 170, ΕΔΗΚ 38, ΠΑΣΟΚ 130, ΚΚΕ 27. bbox=[477, 1192, 612, 1229]
result-paragraph: 30ο ΑΓΙΑΣ ΠΑΡΑΣΚΕΥΗΣ: Ν.Δ. 184, ΕΔΗΚ 44, ΠΑΣΟΚ 122, ΚΚΕ 14, ΕΠ. 2. bbox=[1073, 1205, 1208, 1241]
result-paragraph: 34ο ΓΟΥΜΕΝΙΣΣΗΣ: Ν.Δ. 122, ΕΔΗΚ 16, ΠΑΣΟΚ 37, ΚΚΕ 24, ΕΠ. 1, ΕΚΚΕ 5. bbox=[35, 1979, 170, 2015]
result-paragraph: 21ο ΑΝΑΡΩΝ ΚΟΚΚΙΝΟΧΩΜΑΤΟΣ: Ν.Δ. 206, ΕΔΗΚ 40, ΠΑΣΟΚ 122, Συμμαχία 6, ΚΚΕ 23, ΕΠ. 22. bbox=[1073, 843, 1208, 893]
edge-label: ΕΘΝΙΚΗ ΒΙΒΛΙΟΘΗΚΗ bbox=[3, 6, 15, 124]
result-paragraph: 5, ΚΚΕ 3, ΕΠ. 20, Μεμονωμένοι 42. bbox=[922, 172, 1061, 195]
result-paragraph: 7ο ΚΙΛΚΙΣ: Ν.Δ. 278, ΕΔΗΚ 87, ΠΑΣΟΚ 105, Συμμαχία 17, ΚΚΕ 27, ΕΠ. 30, ΕΚΚΕ 6. bbox=[35, 796, 170, 833]
page-subheadline: Στὶς ἐκλογικὲς περιφέρειες Βορείου Ἑλλάδος bbox=[228, 111, 1387, 162]
result-paragraph: 24ο ΒΑΦΕΙΟΧΩΡΙΟΥ: Ν.Δ. 100, ΕΔΗΚ 16, ΠΑΣΟΚ 60, Συμμαχία 4, ΚΚΕ 5, ΕΠ. 8. bbox=[35, 1543, 170, 1579]
result-paragraph: 130ο ΜΙΚΡΟΠΟΛΗΣ ΓΥΝΑΙΚΩΝ: Ν.Δ. 141, ΕΔΗΚ 30, ΠΑΣΟΚ 25, Συμμαχία 3, ΚΚΕ 11, ΕΠ. 29, Μεμονωμένοι 45. bbox=[1073, 234, 1208, 294]
result-paragraph: 4ο ΚΙΛΚΙΣ: Ν.Δ. 294, ΕΔΗΚ 61, ΠΑΣΟΚ 101, Συμμαχία 21, ΚΚΕ 38, ΕΠ. 12, ΕΚΚΕ 4. bbox=[35, 647, 170, 683]
result-paragraph: 2ο ΣΚΥΔΡΑΣ: Ν.Δ. 144, ΕΔΗΚ 58, ΠΑΣΟΚ 136, Συμμαχία 5, ΚΚΕ 31, ΕΠ. 39, Νεοφιλελεύθεροι 1. bbox=[774, 221, 909, 269]
result-paragraph: 119ο ΑΓΙΟΥ ΠΑΝΤΕΛΕΗΜΟΝΑ: Ν.Δ. 106, ΕΔΗΚ 23, ΠΑΣΟΚ 77, Συμμαχία 2, ΚΚΕ 127, ΕΠ. 11. bbox=[182, 956, 317, 1004]
result-paragraph: 115ο ΠΕΝΤΑΛΟΦΟΥ ΟΜΑΛΟΥ: Ν.Δ. 54, ΕΔΗΚ 4, ΠΑΣΟΚ 36, Συμμαχία 2, ΚΚΕ 6, ΕΠ. 5, ΕΚΚΕ 3. bbox=[182, 781, 317, 830]
result-paragraph: 133ο ΡΙΖΙΩΝ: Ν.Δ. 330, ΕΔΗΚ 41, ΠΑΣΟΚ 122, Συμμαχία 2, ΚΚΕ 34, ΕΠ. 13. bbox=[182, 1504, 317, 1540]
result-paragraph: 35ο ΓΕΩΡΓΙΑΝΩΝ: Ν.Δ. 124, ΕΔΗΚ 56, ΠΑΣΟΚ 71, ΚΚΕ 19. bbox=[774, 981, 909, 1004]
result-paragraph: ΕΔΕΣΣΑ, 20.— Τὰ ἀναλυτικὰ ἀποτελέσματα τῶν ἐκλογῶν στὸ νομὸ Πέλλης ἔχουν ὡς ἑξῆς: bbox=[329, 451, 465, 499]
result-paragraph: 122ο ΛΕΥΚΟΓΙΩΝ ΓΥΝΑΙΚΩΝ: Ν.Δ. 99, ΕΔΗΚ 40, ΠΑΣΟΚ 89, ΕΠ. 42, Μεμονωμένοι 13. bbox=[922, 246, 1061, 294]
result-paragraph: 102ο ΠΥΡΓΩΤΟΥ ΚΡΥΣΟΠΕΤΡΑΣ: Ν.Δ. 123, ΕΔΗΚ 58, ΠΑΣΟΚ 92, Συμμαχία 4, ΚΚΕ 82, ΕΠ. 7, Νεοφιλελεύθεροι 2. bbox=[477, 209, 612, 269]
result-paragraph: 32ο ΚΟΠΑΝΟΥ: Ν.Δ. 102, ΕΔΗΚ 21, ΠΑΣΟΚ 162, ΚΚΕ 10, ΕΠ. 5. bbox=[477, 769, 612, 805]
result-paragraph: 33ο ΦΑΝΟΥ: Ν.Δ. 104, ΕΔΗΚ 33, ΠΑΣΟΚ 66, ΚΚΕ 11, ΕΠ. 2, Συμμαχία 1. bbox=[35, 1941, 170, 1978]
result-paragraph: 12ο ΕΔΕΣΣΗΣ ΓΥΝΑΙΚΩΝ: Ν.Δ. 177, ΕΔΗΚ 55, ΠΑΣΟΚ 177, Συμμαχία 10, ΚΚΕ 39, ΕΠ. 9, ΕΚΚΕ 3. bbox=[329, 974, 465, 1022]
result-paragraph: 28ο ΜΑΥΡΟΝΕΡΙΟΥ: Ν.Δ. 93, ΕΔΗΚ 17, ΠΑΣΟΚ 47, Συμμαχία 3, ΚΚΕ 39, ΕΠ. 2, ΕΚΚΕ 1. bbox=[35, 1705, 170, 1754]
result-paragraph: 6ο ΒΡΥΤΩΝ: Ν.Δ. 192, ΕΔΗΚ 62, ΠΑΣΟΚ 101, ΚΚΕ 49, ΕΠ. 16. bbox=[329, 725, 465, 761]
result-paragraph: 130ο ΜΕΓΑΛΗΣ ΒΡΥΣΗΣ: Ν.Δ. 87, ΕΔΗΚ 47, ΠΑΣΟΚ 106, ΚΚΕ 18, ΕΠ. 7. bbox=[182, 1404, 317, 1441]
result-paragraph: 135ο ΕΠΤΑΛΟΦΟΥ: Ν.Δ. 139, ΕΔΗΚ 26, ΠΑΣΟΚ 71, ΚΚΕ 26, ΕΠ. 3. bbox=[182, 1578, 317, 1614]
result-paragraph: Συμμαχία 5, ΚΚΕ 38, ΕΠ. 20, ΕΚΚΕ 1. bbox=[477, 420, 612, 444]
result-paragraph: 44ο ΑΠΟΣΤΟΛΩΝ: Ν.Δ. 56, ΕΔΗΚ 4, ΠΑΣΟΚ 19, ΚΚΕ 1, ΕΠ. 6. bbox=[35, 2353, 170, 2389]
result-paragraph: 15ο ΚΟΥΛΟΥΡΑΣ: Ν.Δ. 77, ΕΔΗΚ 22, ΠΑΣΟΚ 40, ΚΚΕ 11, ΕΠ. 4. bbox=[624, 1024, 762, 1060]
result-paragraph: 127ο ΜΥΡΩΠΗΣ ΓΥΝΑΙΚΩΝ: Ν.Δ. 150, ΕΔΗΚ 12, ΠΑΣΟΚ 84, ΚΚΕ 2, Μεμονωμένοι 20. bbox=[922, 296, 1061, 332]
result-paragraph: 140ο ΝΕΥΡΟΚΟΠΙΟΥ ΓΥΝΑΙΚΩΝ: Ν.Δ. 155, ΕΔΗΚ 14, ΠΑΣΟΚ 103, ΚΚΕ 7, Μεμονωμένοι 48. bbox=[1073, 296, 1208, 345]
result-paragraph: 40ο ΓΑΛΑΤΑΔΩΝ: Ν.Δ. 276, ΕΔΗΚ 23, ΠΑΣΟΚ 119, ΚΚΕ 6. bbox=[477, 1080, 612, 1104]
result-paragraph: 33ο ΡΙΖΩΜΑΤΩΝ: Ν.Δ. 156, ΕΔΗΚ 53, ΠΑΣΟΚ 92, ΚΚΕ 11. bbox=[774, 931, 909, 955]
result-paragraph: 23ο ΓΥΝΑΙΚΩΝ ΧΡΥΣΟΥΠΟΛΕΩΣ: Ν.Δ. 174, ΕΔΗΚ 29, ΠΑΣΟΚ 75, ΚΚΕ 34, ΕΠ. 1. bbox=[1073, 931, 1208, 979]
result-paragraph: 26ο ΠΕΝΤΑΠΟΛΕΩΣ: Ν.Δ. 132, ΕΔΗΚ 52, ΠΑΣΟΚ 124, Συμμαχία 2, ΚΚΕ 11, ΕΠ. 4. bbox=[35, 1630, 170, 1667]
section-heading-kavalas: Νομὸς Καβάλας bbox=[922, 522, 1061, 594]
result-paragraph: 103ο ΠΙΠΕΡΙΤΣΑΣ: Ν.Δ. 201, ΕΔΗΚ 41, ΠΑΣΟΚ 86, Συμμαχία 10, ΚΚΕ 6, ΕΠ. 61, ΕΚΚΕ 5. bbox=[477, 271, 612, 320]
result-paragraph: 11ο ΕΙΔΟΜΕΝΗΣ: Ν.Δ. 345, ΕΔΗΚ 32, ΠΑΣΟΚ 165, Συμμαχία 3, ΚΚΕ 3, ΕΠ. 36, ΕΚΚΕ 1, Ἀνεξάρτητοι 3. bbox=[182, 196, 317, 245]
result-paragraph: 31ο ΚΡΥΑΣ ΒΡΥΣΗΣ: Ν.Δ. 271, ΕΔΗΚ 54, ΠΑΣΟΚ 109, ΚΚΕ 44, ΕΠ. 26. bbox=[477, 732, 612, 768]
result-paragraph: 18ο ΝΕΩΡΙΟΥ ΑΝΑΡΩΝ: Ν.Δ. 193, ΕΔΗΚ 21, ΠΑΣΟΚ 33, Συμμαχία 2, ΚΚΕ 53, ΕΠ. 31. bbox=[1073, 707, 1208, 755]
result-paragraph: ΚΑΒΑΛΑ, 20.— Τὰ ἀναλυτικὰ ἀποτελέσματα τῶν ἐκλογῶν στὸ νομὸ Καβάλας ἔχουν ὡς ἑξῆς: bbox=[922, 600, 1061, 637]
result-paragraph: 5ο ΕΔΕΣΣΗΣ ΑΝΑΡΩΝ: Ν.Δ. 145, ΕΔΗΚ 34, ΠΑΣΟΚ 113, Συμμαχία 2, ΚΚΕ 46, ΕΠ. 62, ΕΚΚΕ 6. bbox=[329, 675, 465, 724]
result-paragraph: 23ο ΜΕΓΑΛΟΥ ΑΣΑΝΟΥ: Ν.Δ. 120, ΕΔΗΚ 42, ΠΑΣΟΚ 160, ΚΚΕ 19. bbox=[329, 1409, 465, 1446]
result-paragraph: 32ο ΑΣΠΡΟΥ ΓΕΡΑΚΑ: Ν.Δ. 27, ΕΔΗΚ 30, ΠΑΣΟΚ 114, Συμμαχία 2, ΚΚΕ 16, ΕΠ. 2, ΕΚΚΕ 5. bbox=[35, 1892, 170, 1941]
column-body bbox=[182, 171, 317, 1715]
result-paragraph: 24ο ΑΝΑΡΩΝ ΑΓΙΟΥ ΑΘΑΝΑΣΙΟΥ ΚΑΒΑΛΑΣ: Ν.Δ. 216, ΕΔΗΚ 49, ΠΑΣΟΚ 103, ΚΚΕ 38, ΕΠ. 11. bbox=[922, 1011, 1061, 1060]
result-paragraph: 39ο ΣΚΥΔΡΑΣ ΑΝΑΡΩΝ: Ν.Δ. 139, ΕΔΗΚ 31, ΠΑΣΟΚ 170, ΚΚΕ 16. bbox=[477, 1043, 612, 1079]
result-paragraph: 29ο ΠΕΛΛΗΣ: Ν.Δ. 218, ΕΔΗΚ 54, ΠΑΣΟΚ 81, Συμμαχία 4, ΚΚΕ 38, ΕΠ. 9, ΕΚΚΕ 1. bbox=[477, 644, 612, 693]
result-paragraph: 19ο ΑΡΣΕΝΙΟΥ: Ν.Δ. 93, ΕΔΗΚ 20, ΠΑΣΟΚ 171, Συμμαχία 1, ΚΚΕ 20, ΕΠ. 7. bbox=[329, 1273, 465, 1309]
result-paragraph: 22ο ΑΚΡΟΠΟΛΕΩΣ: Ν.Δ. 195, ΕΔΗΚ 24, ΠΑΣΟΚ 36, ΚΚΕ 6, ΕΠ. 1. bbox=[35, 1444, 170, 1480]
result-paragraph: 120ο ΑΓΡΟΥ ΠΑΙΟΝΙΑΣ: Ν.Δ. 98, ΕΔΗΚ 26, ΠΑΣΟΚ 48, ΚΚΕ 16, ΕΠ. 1. bbox=[182, 1006, 317, 1042]
result-paragraph: 106ο ΜΕΛΑΝΘΙΟΥ: Ν.Δ. 84, ΕΔΗΚ 14, ΠΑΣΟΚ 19, ΚΚΕ 6. bbox=[182, 408, 317, 432]
result-paragraph: 10ο ΑΝΤΙΓΟΝΕΙΑΣ: Ν.Δ. 105, ΕΔΗΚ 48, ΠΑΣΟΚ 29, Συμμαχία 7, ΚΚΕ 28, ΕΠ. 2. bbox=[35, 921, 170, 957]
result-paragraph: 35ο ΕΔΕΣΣΗΣ ΑΝΑΡΩΝ: Ν.Δ. 230, ΕΔΗΚ 41, ΠΑΣΟΚ 115, ΚΚΕ 46, ΕΠ. 6. bbox=[477, 893, 612, 930]
result-paragraph: 15ο ΛΟΥΤΡΑΚΙΟΥ: Ν.Δ. 149, ΕΔΗΚ 58, ΠΑΣΟΚ 94, Συμμαχία 4, ΚΚΕ 12, ΕΠ. 8. bbox=[329, 1098, 465, 1135]
result-paragraph: 109ο ΜΕΓΑΛΗΣ ΣΤΕΡΝΑΣ: Ν.Δ. 48, ΕΔΗΚ 29, ΠΑΣΟΚ 74, Συμμαχία 4, ΚΚΕ 10, ΕΠ. 2. bbox=[182, 507, 317, 543]
result-paragraph: 36ο ΚΟΙΛΟΤΗΣ: Ν.Δ. 117, ΕΔΗΚ 43, ΠΑΣΟΚ 96, ΚΚΕ 26. bbox=[477, 931, 612, 955]
result-paragraph: 107ο ΑΝΑΡΩΝ ΑΡΟΣΑΤΟΥ: Ν.Δ. 139, ΕΔΗΚ 13, ΠΑΣΟΚ 43, ΚΚΕ 13, ΕΠ. 1. bbox=[182, 433, 317, 469]
result-paragraph: 27ο ΚΟΡΥΦΗΣ: Ν.Δ. 85, ΕΔΗΚ 8, ΠΑΣΟΚ 96, ΚΚΕ 13, ΕΠ. 1. bbox=[35, 1667, 170, 1704]
result-paragraph: 26ο ΝΙΚΟΜΗΔΕΙΑΣ: Ν.Δ. 84, ΕΔΗΚ 68, ΠΑΣΟΚ 139, ΚΚΕ 15, ΕΠ. 6. bbox=[774, 669, 909, 706]
column-3 bbox=[324, 171, 464, 1765]
result-paragraph: 137ο ΚΡΗΣΤΩΝΗΣ: Ν.Δ. 110, ΕΔΗΚ 22, ΠΑΣΟΚ 47, ΚΚΕ 7, ΕΠ. 2. bbox=[182, 1653, 317, 1690]
section-heading-kilkis: Νομὸς Κιλκὶς bbox=[49, 376, 155, 439]
result-paragraph: 13ο ΡΙΖΩΜΑΤΩΝ: Ν.Δ. 103, ΕΔΗΚ 38, ΠΑΣΟΚ 56, Συμμαχία 2, ΚΚΕ 12, ΕΠ. 5. bbox=[624, 949, 762, 985]
result-paragraph: 18ο ΒΕΡΟΙΑΣ: Ν.Δ. 120, ΕΔΗΚ 47, ΠΑΣΟΚ 61, Συμμαχία 10, ΚΚΕ 25, ΕΚΚΕ 1. bbox=[774, 345, 909, 382]
column-body bbox=[775, 171, 909, 1292]
result-paragraph: 32ο ΚΑΣΤΑΝΙΑΣ: Ν.Δ. 150, ΕΔΗΚ 50, ΠΑΣΟΚ 72, ΚΚΕ 13, ΕΠ. 6. bbox=[774, 893, 909, 930]
result-paragraph: 21ο ΝΕΟΧΩΡΙΟΥ: Ν.Δ. 131, ΕΔΗΚ 62, ΠΑΣΟΚ 116, ΚΚΕ 53, ΕΠ. 12. bbox=[329, 1347, 465, 1384]
result-paragraph: 20ο ΓΟΡΓΟΠΟΤΑΜΟΥ ΚΑΙ ΤΡΙΠΟΤΑΜΟΥ: Ν.Δ. 66, ΕΔΗΚ 18, ΠΑΣΟΚ 56, Συμμαχία 10, ΚΚΕ 5, ΕΠ. 4. bbox=[35, 1344, 170, 1393]
result-paragraph: 110ο ΜΕΓΑΛΗΣ ΒΡΥΣΗΣ: Ν.Δ. 165, ΕΔΗΚ 34, ΠΑΣΟΚ 93, Συμμαχία 4, ΚΚΕ 16, ΕΠ. 4, Νεοφιλελεύθεροι 1. bbox=[182, 545, 317, 594]
result-paragraph: 4ο ΚΟΠΑΝΟΥ: Ν.Δ. 219, ΕΔΗΚ 28, ΠΑΣΟΚ 163, ΚΚΕ 26, ΕΠ. 25. bbox=[624, 600, 762, 637]
result-paragraph: 33ο ΚΟΙΛΟΤΗ ΡΙΖΑΡΙΟΥ: Ν.Δ. 52, ΕΔΗΚ 14, ΠΑΣΟΚ 146, ΚΚΕ 13. bbox=[477, 806, 612, 842]
result-paragraph: 1ο ΚΙΛΚΙΣ: Ν.Δ. 163, ΕΔΗΚ 77, ΠΑΣΟΚ 19, Συμμαχία 19, ΚΚΕ 41, ΕΠ. 9, Ἀνεξάρτητοι 3, Νεοφιλελεύθεροι 1. bbox=[35, 485, 170, 534]
result-paragraph: 126ο ΛΙΜΝΟΤΟΠΟΥ: Ν.Δ. 87, ΕΔΗΚ 44, ΠΑΣΟΚ 43, Συμμαχία 7, ΚΚΕ 6, ΕΠ. 6. bbox=[182, 1255, 317, 1291]
result-paragraph: 133ο ΜΙΚΡΟΠΟΛΕΩΣ ΓΥΝΑΙΚΩΝ: Ν.Δ. 208, ΕΔΗΚ 33, ΠΑΣΟΚ 83, Συμμαχία 4, ΚΚΕ 20, ΕΠ. 24, Μεμονωμένοι 23. bbox=[1073, 172, 1208, 232]
result-paragraph: 9ο ΠΟΝΤΟΥ: Ν.Δ. 169, ΕΔΗΚ 15, ΠΑΣΟΚ 98, Συμμαχία 3, ΚΚΕ 8, ΕΠ. 4. bbox=[329, 837, 465, 873]
result-paragraph: 30ο ΑΓΙΟΥ ΠΕΤΡΟΥ: Ν.Δ. 105, ΕΔΗΚ 23, ΠΑΣΟΚ 37, ΚΚΕ 8, ΕΠ. 2, ΕΚΚΕ 1, Ἀνεξάρτητοι 1. bbox=[35, 1805, 170, 1853]
result-paragraph: 23ο ΛΕΥΚΑΡΙΟΥ: Ν.Δ. 123, ΕΔΗΚ 70, ΠΑΣΟΚ 69, Συμμαχία 4, ΚΚΕ 105, ΕΠ. 30, ΕΚΚΕ 2. bbox=[329, 221, 465, 269]
text-columns bbox=[35, 171, 1208, 2576]
result-paragraph: 2ο ΒΕΡΟΙΑΣ: Ν.Δ. 175, ΕΔΗΚ 60, ΠΑΣΟΚ 158, Συμμαχία 9, ΚΚΕ 31, ΕΠ. 8, Νεοφιλελεύθεροι 2. bbox=[624, 513, 762, 562]
continued-note: Η ΣΥΝΕΧΕΙΑ ΣΤΗΝ ΠΡΟΤΕΛΕΥΤΑΙΑ ΣΕΛ. bbox=[1079, 1733, 1208, 1760]
result-paragraph: 16ο ΠΑΡΑΔΕΙΣΟΥ: Ν.Δ. 127, ΕΔΗΚ 14, ΠΑΣΟΚ 47, ΚΚΕ 8, ΕΠ. 27. bbox=[1073, 495, 1208, 531]
result-paragraph: 14ο ΚΡΗΣΤΩΝΗΣ: Ν.Δ. 114, ΕΔΗΚ 11, ΠΑΣΟΚ 19, ΚΚΕ 5, Νεοφιλελεύθεροι 1. bbox=[35, 1095, 170, 1131]
column-body bbox=[477, 171, 611, 1304]
result-paragraph: 5ο ΚΙΛΚΙΣ: Ν.Δ. 318, ΕΔΗΚ 62, ΠΑΣΟΚ 73, Συμμαχία 16, ΚΚΕ 42, ΕΠ. 59, ΕΚΚΕ 4, Ἀνεξάρτητοι 3, Νεοφιλελεύθεροι 1. bbox=[35, 684, 170, 745]
edge-strip bbox=[0, 0, 30, 1775]
result-paragraph: 142ο ΝΙΚΗΦΟΡΟΥ ΓΥΝΑΙΚΩΝ: Ν.Δ. 169, ΕΔΗΚ 18, ΠΑΣΟΚ 61, ΚΚΕ 12, ΕΠ. 31, Νεοφιλελεύθεροι 9, ΕΚΚΕ 1, Μεμονωμένοι 12. bbox=[1073, 383, 1208, 444]
result-paragraph: 45ο ΧΕΡΣΟΥ: Ν.Δ. 259, ΕΔΗΚ 25, ΠΑΣΟΚ 59, Συμμαχία 7, ΚΚΕ 21, ΕΠ. 7, ΕΚΚΕ 1. bbox=[35, 2390, 170, 2439]
result-paragraph: 25ο ΓΥΝΑΙΚΩΝ ΑΓΙΟΥ ΑΘΑΝΑΣΙΟΥ ΚΑΒΑΛΑΣ: Ν.Δ. 279, ΕΔΗΚ 66, ΠΑΣΟΚ 128, ΚΚΕ 42, ΕΠ. 17. bbox=[922, 1061, 1061, 1110]
result-paragraph: 30ο ΑΞΟΥ: Ν.Δ. 112, ΕΔΗΚ 27, ΠΑΣΟΚ 143, ΚΚΕ 26, ΕΠ. 22. bbox=[477, 694, 612, 730]
result-paragraph: 1ο ΑΡΝΙΣΣΗΣ: Ν.Δ. 12, ΕΔΗΚ 20, ΠΑΣΟΚ 167, Συμμαχία 5, ΚΚΕ 11, ΕΠ. 24, ΕΚΚΕ 1. bbox=[329, 501, 465, 550]
result-paragraph: 15ο ΣΤΑΥΡΟΔΡΟΜΙΟΥ: Ν.Δ. 202, ΕΔΗΚ 70, ΠΑΣΟΚ 92, Συμμαχία 14, ΚΚΕ 14, ΕΠ. 3, Νεοφιλελεύθεροι 1. bbox=[35, 1132, 170, 1181]
result-paragraph: 31ο ΜΕΤΑΞΑ: Ν.Δ. 176, ΕΔΗΚ 14, ΠΑΣΟΚ 50, Συμμαχία 1, ΚΚΕ 27, ΕΠ. 5. bbox=[35, 1854, 170, 1891]
result-paragraph: 44ο ΣΤΑΥΡΟΔΡΟΜΙΟΥ: Ν.Δ. 229, ΕΔΗΚ 72, ΠΑΣΟΚ 108, ΚΚΕ 33, ΕΠ. 9. bbox=[477, 1230, 612, 1266]
result-paragraph: 39ο ΑΓΙΟΥ ΠΕΤΡΟΥ ΓΟΥΝΕΣΗΣ: Ν.Δ. 237, ΕΔΗΚ 31, ΠΑΣΟΚ 68, ΚΚΕ 11, ΕΠ. 12. bbox=[35, 2166, 170, 2215]
result-paragraph: 130ο ΜΙΚΡΟΠΟΛΕΩΣ ΣΥΡΜΑΤΑΣ: Ν.Δ. 26, ΕΔΗΚ 4, ΠΑΣΟΚ 76, ΕΠ. 10, Μεμονωμένοι 8. bbox=[922, 383, 1061, 432]
column-1 bbox=[35, 171, 170, 2576]
result-paragraph: 15ο ΠΗΓΩΝ: Ν.Δ. 227, ΕΔΗΚ 63, ΠΑΣΟΚ 107, Συμμαχία 5, ΚΚΕ 28, ΕΠ. 23. bbox=[1073, 582, 1208, 619]
result-paragraph: 11ο ΕΔΕΣΣΗΣ ΑΝΑΡΩΝ: Ν.Δ. 177, ΕΔΗΚ 88, ΠΑΣΟΚ 134, Συμμαχία 8, ΚΚΕ 32, ΕΠ. 34. bbox=[329, 924, 465, 973]
result-paragraph: 17ο ΝΕΟΥ ΑΓΙΟΝΕΡΙΟΥ: Ν.Δ. 75, ΕΔΗΚ 9, ΠΑΣΟΚ 7, Συμμαχία 1, ΚΚΕ 6. bbox=[35, 1220, 170, 1255]
result-paragraph: 28ο ΠΕΡΑΣΜΑΤΟΣ: Ν.Δ. 111, ΕΔΗΚ 19, ΠΑΣΟΚ 55, ΚΚΕ 15, ΕΠ. 5. bbox=[1073, 1130, 1208, 1167]
result-paragraph: 6ο ΒΕΡΟΙΑΣ: Ν.Δ. 186, ΕΔΗΚ 44, ΠΑΣΟΚ 99, Συμμαχία 4, ΚΚΕ 17, ΕΠ. 8. bbox=[624, 675, 762, 711]
result-paragraph: 21ο ΓΕΩΡΓΙΑΝΩΝ: Ν.Δ. 125, ΕΔΗΚ 36, ΠΑΣΟΚ 72, ΚΚΕ 17, ΕΠ. 5. bbox=[774, 470, 909, 506]
result-paragraph: 7ο ΠΑΝΑΓΙΤΣΑΣ: Ν.Δ. 111, ΕΔΗΚ 31, ΠΑΣΟΚ 66, Συμμαχία 14, ΚΚΕ 23, ΕΠ. 6. bbox=[329, 762, 465, 798]
result-paragraph: 31ο ΑΓΙΑΣ ΒΑΡΒΑΡΑΣ ΑΝΑΡΩΝ: Ν.Δ. 204, ΕΔΗΚ 48, ΠΑΣΟΚ 122, ΚΚΕ 17, ΕΠ. 8. bbox=[1073, 1242, 1208, 1278]
result-paragraph: 7ο ΚΑΤΩ ΝΕΥΡΟΚΟΠΙΟΥ: Ν.Δ. 264, ΕΔΗΚ 29, ΠΑΣΟΚ 64, ΚΚΕ 6, ΕΠ. 14. bbox=[774, 1179, 909, 1216]
result-paragraph: 14ο ΑΓΙΑΣΜΑΤΟΣ ΓΥΝΑΙΚΩΝ: Ν.Δ. 201, ΕΔΗΚ 20, ΠΑΣΟΚ 119, Συμμαχία 4, ΚΚΕ 14, ΕΠ. 5. bbox=[1073, 532, 1208, 581]
result-paragraph: 46ο ΒΑΠΤΙΣΤΟΥ: Ν.Δ. 86, ΕΔΗΚ 23, ΠΑΣΟΚ 60, Συμμαχία 1, ΚΚΕ 7, ΕΠ. 5. bbox=[35, 2440, 170, 2476]
result-paragraph: 132ο ΑΝΑΡΩΝ ΚΙΛΚΙΣ: Ν.Δ. 159, ΕΔΗΚ 31, ΠΑΣΟΚ 74, ΚΚΕ 21, ΕΠ. 2. bbox=[182, 1466, 317, 1503]
result-paragraph: 2ο ΚΙΛΚΙΣ: Ν.Δ. 198, ΕΔΗΚ 66, ΠΑΣΟΚ 66, Συμμαχία 16, ΚΚΕ 32, ΕΠ. 10, ΕΚΚΕ 3, Ἀνεξάρτητοι 2. bbox=[35, 534, 170, 584]
result-paragraph: 5ο Α' ΚΑΣΤΑΝΙΑΣ: Ν.Δ. 64, ΕΔΗΚ 14, ΠΑΣΟΚ 46, Συμμαχία 2, ΚΚΕ 8, ΕΠ. 3. bbox=[624, 638, 762, 674]
result-paragraph: 30ο ΝΑΟΥΣΗΣ: Ν.Δ. 181, ΕΔΗΚ 40, ΠΑΣΟΚ 72, Συμμαχία 1, ΚΚΕ 29, ΕΠ. 2. bbox=[774, 819, 909, 855]
result-paragraph: 28ο ΒΕΡΟΙΑΣ: Ν.Δ. 133, ΕΔΗΚ 36, ΠΑΣΟΚ 91, ΚΚΕ 5, ΕΠ. 7, ΕΚΚΕ 1. bbox=[774, 744, 909, 780]
result-paragraph: 28ο ΓΙΑΝΝΙΤΣΩΝ ΓΥΝΑΙΚΩΝ: Ν.Δ. 199, ΕΔΗΚ 66, ΠΑΣΟΚ 142, Συμμαχία 8, ΚΚΕ 54, ΕΠ. 14. bbox=[477, 594, 612, 644]
result-paragraph: 9ο ΝΑΟΥΣΗΣ: Ν.Δ. 142, ΕΔΗΚ 28, ΠΑΣΟΚ 83, Συμμαχία 1, ΚΚΕ 14, ΕΠ. 5. bbox=[624, 787, 762, 824]
result-paragraph: 14ο ΜΑΚΡΟΧΩΡΙΟΥ: Ν.Δ. 129, ΕΔΗΚ 33, ΠΑΣΟΚ 112, ΚΚΕ 15. bbox=[624, 986, 762, 1022]
result-paragraph: 20ο ΓΥΝΑΙΚΩΝ ΑΡΙΔΑΙΑΣ: Ν.Δ. 162, ΕΔΗΚ 26, ΠΑΣΟΚ 123, ΚΚΕ 27, ΕΠ. 9. bbox=[329, 1310, 465, 1346]
section-heading-imathias: Νομὸς Ἠμαθίας bbox=[624, 361, 761, 432]
column-8 bbox=[1068, 171, 1208, 1765]
column-7 bbox=[917, 171, 1061, 1765]
result-paragraph: 23ο ΒΕΡΟΙΑΣ: Ν.Δ. 154, ΕΔΗΚ 60, ΠΑΣΟΚ 87, Συμμαχία 13, ΚΚΕ 14, ΕΠ. 9. bbox=[774, 557, 909, 594]
result-paragraph: 16ο ΣΤΕΝΗΜΑΧΟΥ: Ν.Δ. 211, ΕΔΗΚ 74, ΠΑΣΟΚ 131, ΚΚΕ 29. bbox=[624, 1061, 762, 1085]
result-paragraph: ΚΙΛΚΙΣ, 20.— Τὰ ἀναλυτικὰ ἀποτελέσματα τῶν ἐκλογῶν στὸ νομὸ Κιλκὶς ἔχουν ὡς ἑξῆς: bbox=[35, 448, 170, 483]
result-paragraph: 8ο ΚΑΡΑΧΑΜΗΔΑΣ: Ν.Δ. 101, ΕΔΗΚ 30, ΠΑΣΟΚ 55, ΚΚΕ 15, ΕΠ. 1. bbox=[624, 750, 762, 786]
result-paragraph: 16ο ΚΟΚΚΙΝΟΧΩΜΑΤΟΣ ΓΥΝΑΙΚΩΝ: Ν.Δ. 256, ΕΔΗΚ 71, ΠΑΣΟΚ 133, Συμμαχία 9, ΚΚΕ 16, ΕΠ. 39. bbox=[1073, 619, 1208, 668]
result-paragraph: 24ο ΒΕΡΟΙΑΣ: Ν.Δ. 162, ΕΔΗΚ 58, ΠΑΣΟΚ 125, Συμμαχία 5, ΚΚΕ 20, ΕΠ. 10. bbox=[774, 594, 909, 631]
result-paragraph: 19ο ΓΙΑΝΝΙΤΣΩΝ ΑΝΑΡΩΝ: Ν.Δ. 169, ΕΔΗΚ 78, ΠΑΣΟΚ 164, Συμμαχία 17, ΚΚΕ 12, ΕΠ. 38, Νεοφιλελεύθεροι 1, ΕΚΚΕ 1. bbox=[624, 209, 762, 257]
result-paragraph: 9ο ΑΝΑΒΡΥΤΟΥ: Ν.Δ. 210, ΕΔΗΚ 47, ΠΑΣΟΚ 16, Συμμαχία 2, ΚΚΕ 11, ΕΠ. 5, Νεοφιλελεύθεροι 1. bbox=[35, 871, 170, 920]
result-paragraph: 21ο ΑΝΤΙΓΟΝΙΑΣ: Ν.Δ. 85, ΕΔΗΚ 11, ΠΑΣΟΚ 88, Συμμαχία 17, ΚΚΕ 56, ΕΠ. 44. bbox=[624, 172, 762, 207]
result-paragraph: 111ο ΠΑΛΑΤΙΤΣΙΩΝ: Ν.Δ. 189, ΕΔΗΚ 30, ΠΑΣΟΚ 135, ΚΚΕ 2, ΕΠ. 15, ΕΚΚΕ 1, Νεοφιλελεύθεροι 3. bbox=[182, 594, 317, 644]
result-paragraph: 26ο ΠΑΛΑΙΟΧΩΡΙΟΥ ΑΝΑΡΩΝ: Ν.Δ. 146, ΕΔΗΚ 38, ΠΑΣΟΚ 83, ΚΚΕ 9, ΕΠ. 13. bbox=[1073, 1055, 1208, 1091]
result-paragraph: ΒΕΡΟΙΑ, 20.— Τὰ ἀναλυτικὰ ἀποτελέσματα τῶν ἐκλογῶν στὸ νομὸ Ἠμαθίας ἔχουν ὡς ἑξῆς: bbox=[624, 439, 762, 474]
